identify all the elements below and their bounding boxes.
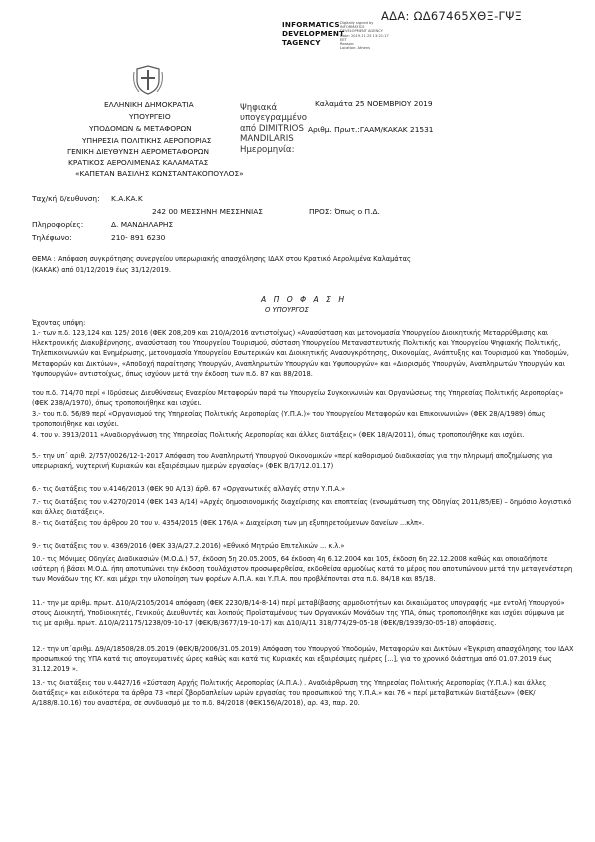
agency-logo-line: TAGENCY: [282, 38, 321, 47]
agency-logo-line: INFORMATICS: [282, 20, 340, 29]
regulation-paragraph: 1.- των π.δ. 123,124 και 125/ 2016 (ΦΕΚ 208,209 και 210/Α/2016 αντιστοίχως) «Ανασύσταση και μετονομασία Υπουργείου Διοικητικής Μεταρρύθμισης και Ηλεκτρονικής Διακυβέρνησης, ανασύσταση του Υπουργείου Τουρισμού, σύσταση Υπουργείου Μεταναστευτικής Πολιτικής και Υπουργείου Ψηφιακής Πολιτικής, Τηλεπικοινωνιών και Ενημέρωσης, μετονομασία Υπουργείου Εσωτερικών και Διοικητικής Ανασυγκρότησης, Οικονομίας, Ανάπτυξης και Τουρισμού και Υποδομών, Μεταφορών και Δικτύων», «Αποδοχή παραίτησης Υπουργών, Αναπληρωτών Υπουργών και Υφυπουργών» και «Διορισμός Υπουργών, Αναπληρωτών Υπουργών και Υφυπουργών» αντιστοίχως, όπως ισχύουν μετά την έκδοση των π.δ. 87 και 88/2018.: [32, 329, 569, 378]
info-label: Πληροφορίες:: [32, 220, 84, 229]
airport-line: ΚΡΑΤΙΚΟΣ ΑΕΡΟΛΙΜΕΝΑΣ ΚΑΛΑΜΑΤΑΣ: [68, 158, 209, 167]
signature-line: Ημερομηνία:: [240, 144, 295, 155]
regulation-paragraph: 10.- τις Μόνιμες Οδηγίες Διαδικασιών (Μ.Ο.Δ.) 57, έκδοση 5η 20.05.2005, 64 έκδοση 4η 6.12.2004 και 105, έκδοση 6η 22.12.2008 καθώς και οποιαδήποτε ισότερη ή βάσει Μ.Ο.Δ. ήπη αποτυπώνει την έκδοση τουλάχιστον προσωφερθείσα, εκδοθείσα αρμοδίως κατά το μέρος που αποτυπώνουν μετά την μεταγενέστερη των Μονάδων της ΚΥ. και μέχρι την υλοποίηση των φορέων Α.Π.Α. και Υ.Π.Α. που προβλέπονται στα π.δ. 84/18 και 85/18.: [32, 555, 573, 584]
agency-logo: [282, 20, 344, 47]
stamp-line: Date: 2019.11.25 13:21:17: [340, 33, 389, 38]
regulation-paragraph: του π.δ. 714/70 περί « Ιδρύσεως Διευθύνσεως Εναερίου Μεταφορών παρά τω Υπουργείω Συγκοινωνιών και Οργανώσεως της Υπηρεσίας Πολιτικής Αεροπορίας» (ΦΕΚ 238/Α/1970), όπως τροποποιήθηκε και ισχύει.: [32, 389, 564, 408]
postal-address: 242 00 ΜΕΣΣΗΝΗ ΜΕΣΣΗΝΙΑΣ: [152, 207, 263, 216]
stamp-line: Location: Athens: [340, 46, 370, 51]
regulation-paragraph: 4. του ν. 3913/2011 «Αναδιοργάνωση της Υπηρεσίας Πολιτικής Αεροπορίας και άλλες διατάξεις» (ΦΕΚ 18/Α/2011), όπως τροποποιήθηκε και ισχύει.: [32, 431, 525, 439]
stamp-line: Reason:: [340, 42, 355, 47]
digital-signature-overlay: [240, 103, 307, 155]
airport-name-line: «ΚΑΠΕΤΑΝ ΒΑΣΙΛΗΣ ΚΩΝΣΤΑΝΤΑΚΟΠΟΥΛΟΣ»: [75, 169, 244, 178]
ministry-line: ΥΠΟΔΟΜΩΝ & ΜΕΤΑΦΟΡΩΝ: [89, 124, 192, 133]
greek-coat-of-arms-icon: [133, 64, 163, 96]
signature-line: MANDILARIS: [240, 134, 294, 145]
decision-subtitle: Ο ΥΠΟΥΡΓΟΣ: [265, 306, 309, 314]
regulation-paragraph: 12.- την υπ΄αριθμ. Δ9/Α/18508/28.05.2019 (ΦΕΚ/Β/2006/31.05.2019) Απόφαση του Υπουργού Υποδομών, Μεταφορών και Δικτύων «Έγκριση απασχόλησης του ΙΔΑΧ προσωπικού της ΥΠΑ κατά τις απογευματινές ώρες καθώς και κατά τις Κυριακές και εξαιρέσιμες ημέρες [...], για το χρονικό διάστημα από 01.07.2019 έως 31.12.2019 ».: [32, 645, 574, 674]
decision-title: Α Π Ο Φ Α Σ Η: [261, 295, 347, 304]
stamp-line: DEVELOPMENT AGENCY: [340, 29, 383, 34]
info-value: Δ. ΜΑΝΔΗΛΑΡΗΣ: [111, 220, 174, 229]
protocol-number: Αριθμ. Πρωτ.:ΓΑΑΜ/ΚΑΚΑΚ 21531: [308, 125, 434, 134]
date-line: Καλαμάτα 25 ΝΟΕΜΒΡΙΟΥ 2019: [315, 99, 433, 108]
recipient: ΠΡΟΣ: Όπως ο Π.Δ.: [309, 207, 380, 216]
regulation-paragraph: 7.- τις διατάξεις του ν.4270/2014 (ΦΕΚ 143 Α/14) «Αρχές δημοσιονομικής διαχείρισης και εποπτείας (ενσωμάτωση της Οδηγίας 2011/85/ΕΕ) – δημόσιο λογιστικό και άλλες διατάξεις».: [32, 498, 572, 517]
phone-value: 210- 891 6230: [111, 233, 166, 242]
stamp-line: Digitally signed by: [340, 21, 374, 25]
regulation-paragraph: 3.- του π.δ. 56/89 περί «Οργανισμού της Υπηρεσίας Πολιτικής Αεροπορίας (Υ.Π.Α.)» του Υπουργείου Μεταφορών και Επικοινωνιών» (ΦΕΚ 28/Α/1989) όπως τροποποιήθηκε και ισχύει.: [32, 410, 546, 429]
address-value: Κ.Α.ΚΑ.Κ: [111, 194, 143, 203]
address-label: Ταχ/κή δ/ευθυνση:: [32, 194, 100, 203]
directorate-line: ΓΕΝΙΚΗ ΔΙΕΥΘΥΝΣΗ ΑΕΡΟΜΕΤΑΦΟΡΩΝ: [67, 147, 209, 156]
stamp-line: INFORMATICS: [340, 25, 365, 30]
signature-line: Ψηφιακά: [240, 103, 278, 113]
regulation-paragraph: 8.- τις διατάξεις του άρθρου 20 του ν. 4354/2015 (ΦΕΚ 176/Α « Διαχείριση των μη εξυπηρετούμενων δανείων ...κλπ».: [32, 519, 425, 527]
subject-line: ΘΕΜΑ : Απόφαση συγκρότησης συνεργείου υπερωριακής απασχόλησης ΙΔΑΧ στου Κρατικό Αερολιμένα Καλαμάτας: [32, 255, 411, 263]
stamp-line: EET: [340, 37, 347, 42]
ministry-line: ΥΠΟΥΡΓΕΙΟ: [129, 112, 171, 121]
regulation-paragraph: 13.- τις διατάξεις του ν.4427/16 «Σύσταση Αρχής Πολιτικής Αεροπορίας (Α.Π.Α.) . Αναδιάρθρωση της Υπηρεσίας Πολιτικής Αεροπορίας (Υ.Π.Α.) και άλλες διατάξεις» και ειδικότερα τα άρθρα 73 «περί ζβορδαπλείων ωρών εργασίας του προσωπικού της Υ.Π.Α.» και 76 « περί μεταβατικών διατάξεων» (ΦΕΚ/Α/188/8.10.16) του αναστέρα, σε συνδυασμό με το π.δ. 84/2018 (ΦΕΚ156/Α/2018), αρ. 43, παρ. 20.: [32, 679, 547, 708]
regulation-paragraph: 9.- τις διατάξεις του ν. 4369/2016 (ΦΕΚ 33/Α/27.2.2016) «Εθνικό Μητρώο Επιτελικών ... κ.λ.»: [32, 542, 345, 550]
republic-title: ΕΛΛΗΝΙΚΗ ΔΗΜΟΚΡΑΤΙΑ: [104, 100, 194, 109]
regulation-paragraph: 11.- την με αριθμ. πρωτ. Δ10/Α/2105/2014 απόφαση (ΦΕΚ 2230/Β/14-8-14) περί μεταβίβασης αρμοδιοτήτων και δικαιώματος υπογραφής «με εντολή Υπουργού» στους Διοικητή, Υποδιοικητές, Γενικούς Διευθυντές και λοιπούς Προϊσταμένους των Οργανικών Μονάδων της ΥΠΑ, όπως τροποποιήθηκε και ισχύει σύμφωνα με τις με αριθμ. πρωτ. Δ10/Α/21175/1238/09-10-17 (ΦΕΚ/Β/3677/19-10-17) και Δ10/Α/11 318/774/29-05-18 (ΦΕΚ/Β/1939/30-05-18) αποφάσεις.: [32, 599, 565, 628]
digital-signature-stamp: [340, 21, 389, 50]
ada-number: ΑΔΑ: ΩΔ67465ΧΘΞ-ΓΨΞ: [381, 9, 523, 23]
signature-line: από DIMITRIOS: [240, 123, 304, 134]
phone-label: Τηλέφωνο:: [32, 233, 72, 242]
subject-line: (ΚΑΚΑΚ) από 01/12/2019 έως 31/12/2019.: [32, 266, 171, 274]
service-line: ΥΠΗΡΕΣΙΑ ΠΟΛΙΤΙΚΗΣ ΑΕΡΟΠΟΡΙΑΣ: [82, 136, 212, 145]
regulation-paragraph: 5.- την υπ΄ αριθ. 2/757/0026/12-1-2017 Απόφαση του Αναπληρωτή Υπουργού Οικονομικών «περί καθορισμού διαδικασίας για την πληρωμή αποζημίωσης για υπερωριακή, νυχτερινή Κυριακών και εξαιρέσιμων ημερών εργασίας» (ΦΕΚ Β/17/12.01.17): [32, 452, 553, 471]
agency-logo-line: DEVELOPMENT: [282, 29, 345, 38]
having-regard-heading: Έχοντας υπόψη:: [32, 319, 86, 327]
regulation-paragraph: 6.- τις διατάξεις του ν.4146/2013 (ΦΕΚ 90 Α/13) άρθ. 67 «Οργανωτικές αλλαγές στην Υ.Π.Α.»: [32, 485, 346, 493]
signature-line: υπογεγραμμένο: [240, 113, 307, 124]
